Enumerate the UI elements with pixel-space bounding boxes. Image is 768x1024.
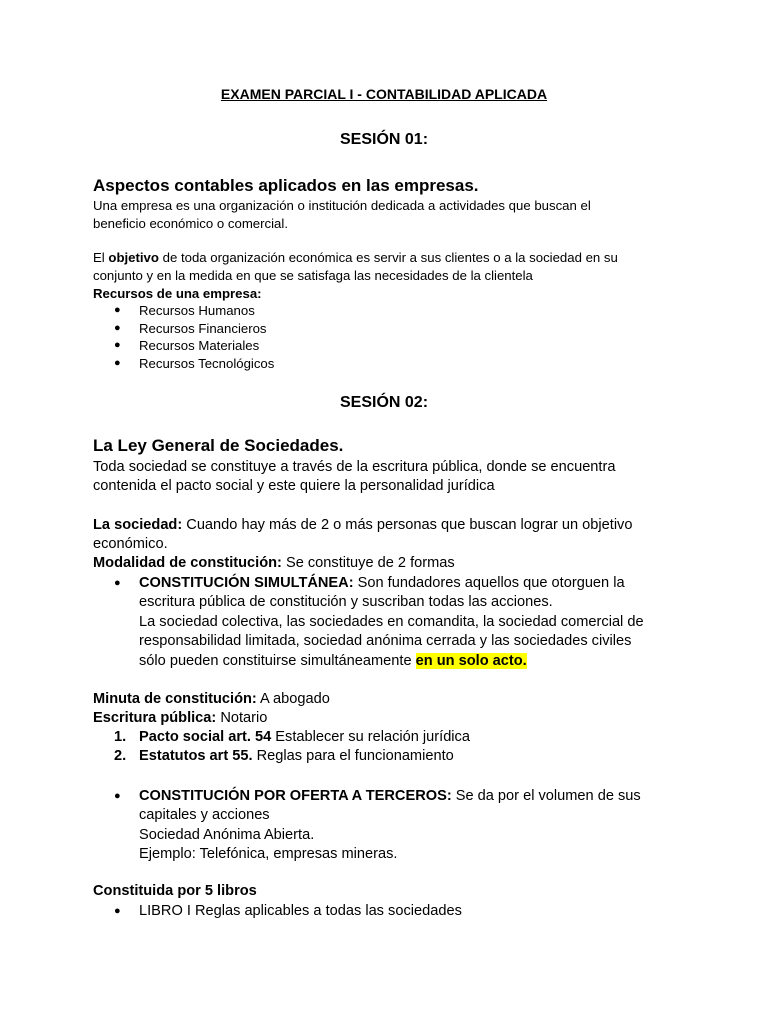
resource-item: Recursos Financieros: [139, 321, 267, 336]
bullet-icon: ●: [114, 577, 121, 589]
sociedad-line1: [93, 516, 632, 536]
numbered-item: [139, 728, 470, 748]
libro-item: LIBRO I Reglas aplicables a todas las sociedades: [139, 903, 462, 919]
simultanea-line5: [139, 652, 527, 672]
modalidad-label: Modalidad de constitución:: [93, 555, 282, 571]
numbered-item-bold: Pacto social art. 54: [139, 729, 272, 745]
para2-rest: de toda organización económica es servir a sus clientes o a la sociedad en su: [158, 250, 618, 265]
oferta-label: CONSTITUCIÓN POR OFERTA A TERCEROS:: [139, 788, 452, 804]
session1-para2-line1: [93, 249, 618, 267]
highlighted-text: en un solo acto.: [415, 653, 527, 669]
list-number: 1.: [114, 729, 127, 745]
sociedad-label: La sociedad:: [93, 517, 183, 533]
bullet-icon: ●: [114, 339, 121, 351]
session2-label: SESIÓN 02:: [339, 394, 429, 411]
simultanea-line4: responsabilidad limitada, sociedad anónima cerrada y las sociedades civiles: [139, 633, 632, 649]
modalidad-text: Se constituye de 2 formas: [281, 555, 455, 571]
session1-para2-line2: conjunto y en la medida en que se satisfaga las necesidades de la clientela: [93, 268, 533, 283]
resources-label: Recursos de una empresa:: [93, 286, 262, 301]
bullet-icon: ●: [114, 790, 121, 802]
minuta-text: A abogado: [256, 691, 330, 707]
numbered-item: [139, 747, 454, 767]
bullet-icon: ●: [114, 905, 121, 917]
document-title: EXAMEN PARCIAL I - CONTABILIDAD APLICADA: [220, 86, 548, 102]
simultanea-line3: La sociedad colectiva, las sociedades en comandita, la sociedad comercial de: [139, 614, 644, 630]
para2-prefix: El: [93, 250, 109, 265]
bullet-icon: ●: [114, 304, 121, 316]
session1-para1-line2: beneficio económico o comercial.: [93, 216, 288, 231]
modalidad-line: [93, 554, 455, 574]
numbered-item-text: Reglas para el funcionamiento: [252, 748, 454, 764]
session1-para1-line1: Una empresa es una organización o institución dedicada a actividades que buscan el: [93, 198, 591, 213]
oferta-line1: [139, 787, 641, 807]
intro-line1: Toda sociedad se constituye a través de la escritura pública, donde se encuentra: [93, 459, 616, 475]
session1-label: SESIÓN 01:: [339, 131, 429, 148]
simultanea-line1: [139, 574, 625, 594]
escritura-line: [93, 709, 267, 729]
objetivo-keyword: objetivo: [108, 250, 159, 265]
escritura-text: Notario: [216, 710, 268, 726]
bullet-icon: ●: [114, 322, 121, 334]
minuta-label: Minuta de constitución:: [93, 691, 257, 707]
session2-heading: La Ley General de Sociedades.: [93, 436, 344, 455]
numbered-item-bold: Estatutos art 55.: [139, 748, 253, 764]
oferta-line3: Sociedad Anónima Abierta.: [139, 827, 315, 843]
resource-item: Recursos Humanos: [139, 303, 255, 318]
oferta-line4: Ejemplo: Telefónica, empresas mineras.: [139, 846, 398, 862]
simultanea-line2: escritura pública de constitución y suscriban todas las acciones.: [139, 594, 553, 610]
oferta-line2: capitales y acciones: [139, 807, 270, 823]
minuta-line: [93, 690, 330, 710]
intro-line2: contenida el pacto social y este quiere la personalidad jurídica: [93, 478, 495, 494]
resource-item: Recursos Tecnológicos: [139, 356, 275, 371]
sociedad-line2: económico.: [93, 536, 168, 552]
bullet-icon: ●: [114, 357, 121, 369]
libros-label: Constituida por 5 libros: [93, 883, 257, 899]
simultanea-last-text: sólo pueden constituirse simultáneamente: [139, 653, 416, 669]
list-number: 2.: [114, 748, 127, 764]
simultanea-text: Son fundadores aquellos que otorguen la: [353, 575, 625, 591]
session1-heading: Aspectos contables aplicados en las empresas.: [93, 176, 479, 195]
simultanea-label: CONSTITUCIÓN SIMULTÁNEA:: [139, 575, 354, 591]
oferta-text: Se da por el volumen de sus: [451, 788, 641, 804]
resource-item: Recursos Materiales: [139, 338, 260, 353]
escritura-label: Escritura pública:: [93, 710, 217, 726]
numbered-item-text: Establecer su relación jurídica: [271, 729, 470, 745]
sociedad-text: Cuando hay más de 2 o más personas que buscan lograr un objetivo: [182, 517, 633, 533]
